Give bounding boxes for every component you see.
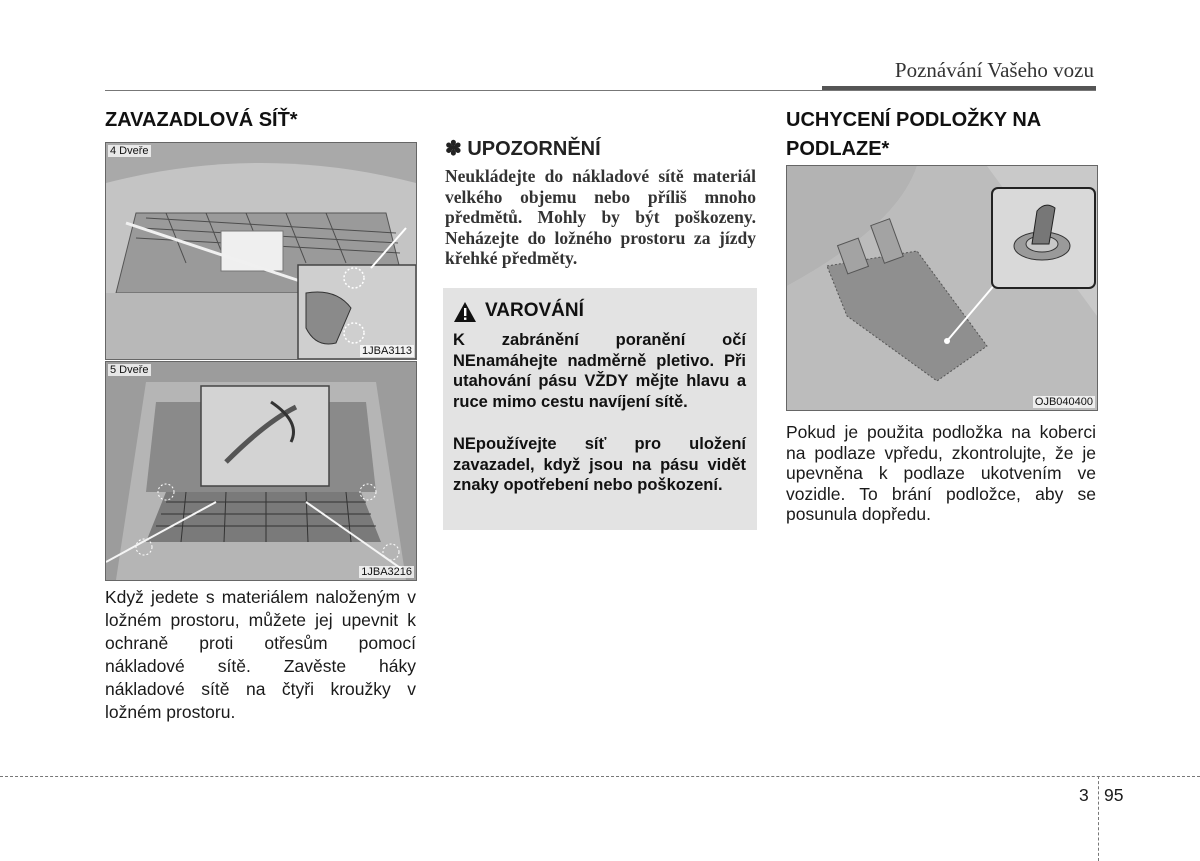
chapter-number: 3 [1079, 785, 1089, 805]
photo-code: 1JBA3113 [362, 345, 412, 357]
header-rule-thin [105, 90, 1096, 91]
page-number: 95 [1104, 785, 1124, 805]
photo-code: 1JBA3216 [361, 566, 412, 578]
luggage-net-paragraph: Když jedete s materiálem naloženým v ložném prostoru, můžete jej upevnit k ochraně proti otřesům pomocí nákladové sítě. Zavěste háky nákladové sítě na čtyři kroužky v ložném prostoru. [105, 587, 416, 722]
section-heading-floor-mat [786, 106, 1106, 164]
photo-label-4-door: 4 Dveře [110, 145, 149, 157]
photo-5-door-trunk [105, 361, 417, 581]
caution-heading: ✽ UPOZORNĚNÍ [445, 138, 601, 160]
caution-text: Neukládejte do nákladové sítě materiál velkého objemu nebo příliš mnoho předmětů. Mohly by být poškozeny. Neházejte do ložného prostoru za jízdy křehké předměty. [445, 166, 756, 268]
photo-floor-mat [786, 165, 1098, 411]
warning-box [443, 288, 757, 530]
footer-dashed-line [0, 776, 1200, 777]
warning-paragraph-2: NEpoužívejte síť pro uložení zavazadel, když jsou na pásu vidět znaky opotřebení nebo poškození. [453, 435, 746, 494]
running-header: Poznávání Vašeho vozu [894, 58, 1094, 82]
photo-label-5-door: 5 Dveře [110, 364, 149, 376]
warning-paragraph-1: K zabránění poranění očí NEnamáhejte nadměrně pletivo. Při utahování pásu VŽDY mějte hlavu a ruce mimo cestu navíjení sítě. [453, 331, 746, 411]
floor-mat-illustration [787, 166, 1097, 410]
heading-line-2: PODLAZE* [786, 138, 890, 160]
trunk-net-illustration [106, 143, 416, 359]
heading-line-1: UCHYCENÍ PODLOŽKY NA [786, 109, 1042, 131]
trunk-net-illustration-5-door [106, 362, 416, 580]
floor-mat-paragraph: Pokud je použita podložka na koberci na podlaze vpředu, zkontrolujte, že je upevněna k podlaze ukotvením ve vozidle. To brání podložce, aby se posunula dopředu. [786, 422, 1096, 524]
photo-code: OJB040400 [1034, 396, 1093, 408]
section-heading-luggage-net: ZAVAZADLOVÁ SÍŤ* [105, 109, 298, 131]
footer-divider [1098, 776, 1099, 861]
warning-title: VAROVÁNÍ [485, 300, 584, 321]
warning-triangle-icon [453, 301, 477, 323]
photo-4-door-trunk [105, 142, 417, 360]
